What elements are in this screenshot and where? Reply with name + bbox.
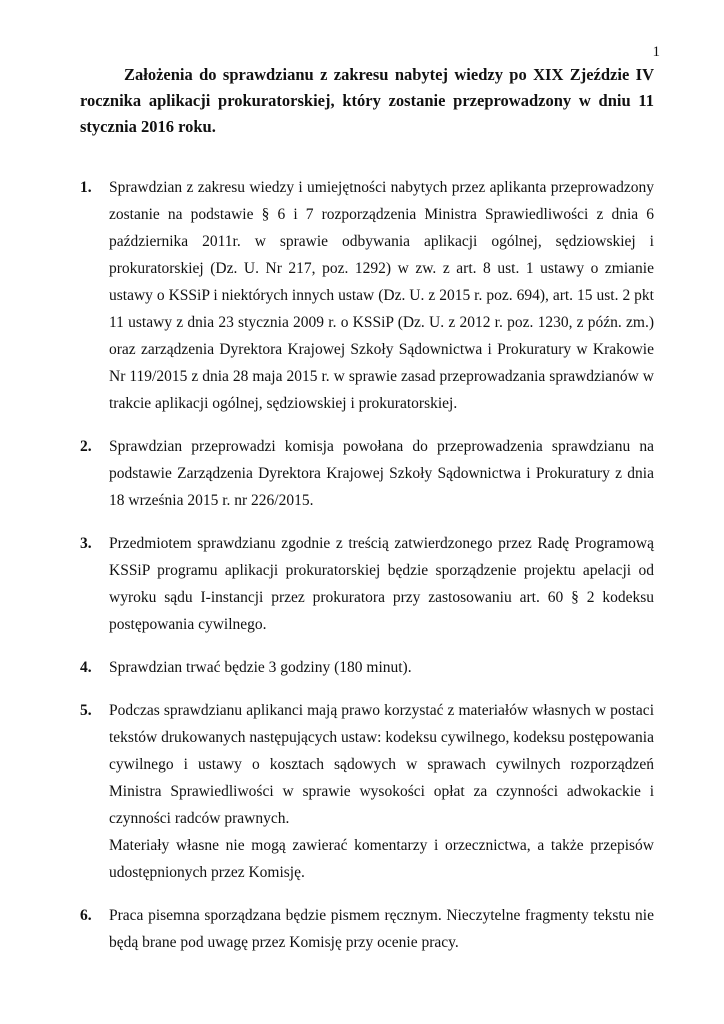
item-number: 1. (80, 179, 92, 196)
list-item-5 (80, 697, 654, 886)
item-text: Sprawdzian przeprowadzi komisja powołana do przeprowadzenia sprawdzianu na podstawie Zarządzenia Dyrektora Krajowej Szkoły Sądownictwa i Prokuratury z dnia 18 września 2015 r. nr 226/2015. (109, 438, 654, 509)
item-note: Materiały własne nie mogą zawierać komentarzy i orzecznictwa, a także przepisów udostępnionych przez Komisję. (109, 837, 654, 881)
item-number: 6. (80, 907, 92, 924)
item-text: Praca pisemna sporządzana będzie pismem ręcznym. Nieczytelne fragmenty tekstu nie będą brane pod uwagę przez Komisję przy ocenie pracy. (109, 907, 654, 951)
item-text: Sprawdzian trwać będzie 3 godziny (180 minut). (109, 659, 412, 676)
list-item-3 (80, 530, 654, 638)
item-text: Sprawdzian z zakresu wiedzy i umiejętności nabytych przez aplikanta przeprowadzony zostanie na podstawie § 6 i 7 rozporządzenia Ministra Sprawiedliwości z dnia 6 października 2011r. w sprawie odbywania aplikacji ogólnej, sędziowskiej i prokuratorskiej (Dz. U. Nr 217, poz. 1292) w zw. z art. 8 ust. 1 ustawy o zmianie ustawy o KSSiP i niektórych innych ustaw (Dz. U. z 2015 r. poz. 694), art. 15 ust. 2 pkt 11 ustawy z dnia 23 stycznia 2009 r. o KSSiP (Dz. U. z 2012 r. poz. 1230, z późn. zm.) oraz zarządzenia Dyrektora Krajowej Szkoły Sądownictwa i Prokuratury w Krakowie Nr 119/2015 z dnia 28 maja 2015 r. w sprawie zasad przeprowadzania sprawdzianów w trakcie aplikacji ogólnej, sędziowskiej i prokuratorskiej. (109, 179, 654, 412)
item-text: Podczas sprawdzianu aplikanci mają prawo korzystać z materiałów własnych w postaci tekstów drukowanych następujących ustaw: kodeksu cywilnego, kodeksu postępowania cywilnego i ustawy o kosztach sądowych w sprawach cywilnych rozporządzeń Ministra Sprawiedliwości w sprawie wysokości opłat za czynności adwokackie i czynności radców prawnych. (109, 702, 654, 827)
item-number: 3. (80, 535, 92, 552)
list-item-2 (80, 433, 654, 514)
list-item-4 (80, 654, 654, 681)
document-title: Założenia do sprawdzianu z zakresu nabytej wiedzy po XIX Zjeździe IV rocznika aplikacji prokuratorskiej, który zostanie przeprowadzony w dniu 11 stycznia 2016 roku. (80, 65, 654, 136)
item-number: 4. (80, 659, 92, 676)
page-number: 1 (652, 44, 660, 60)
list-item-6 (80, 902, 654, 956)
item-number: 5. (80, 702, 92, 719)
numbered-list (80, 174, 654, 972)
item-number: 2. (80, 438, 92, 455)
list-item-1 (80, 174, 654, 417)
item-text: Przedmiotem sprawdzianu zgodnie z treścią zatwierdzonego przez Radę Programową KSSiP programu aplikacji prokuratorskiej będzie sporządzenie projektu apelacji od wyroku sądu I-instancji przez prokuratora przy zastosowaniu art. 60 § 2 kodeksu postępowania cywilnego. (109, 535, 654, 633)
